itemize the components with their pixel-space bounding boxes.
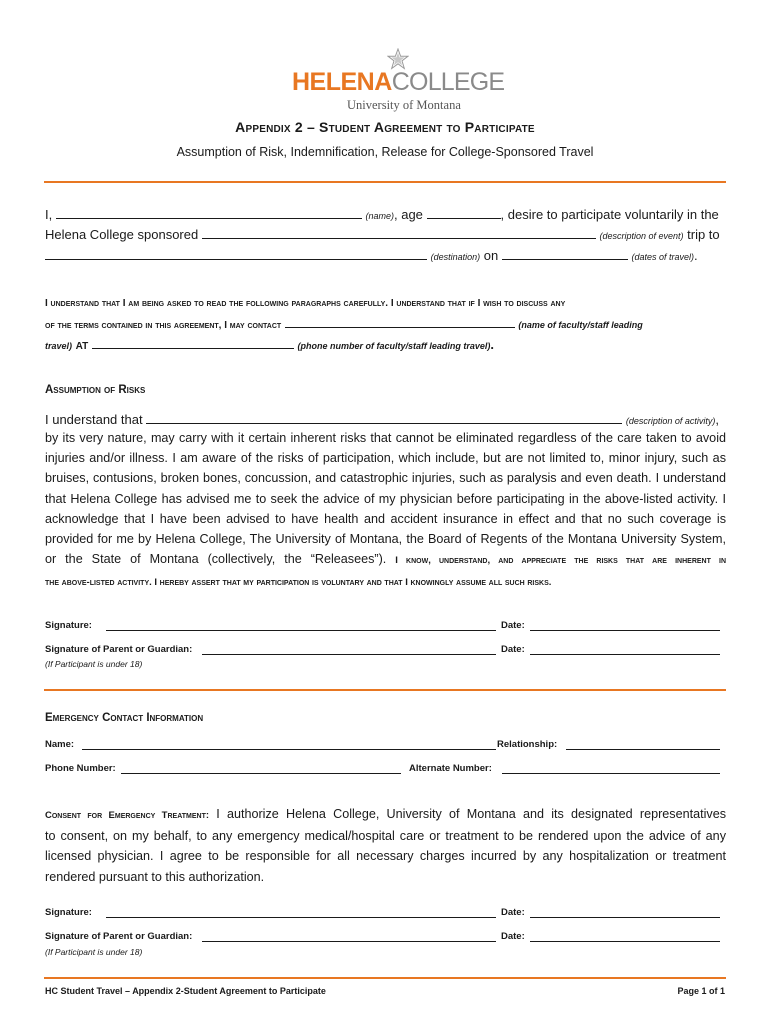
sponsored-text: Helena College sponsored (45, 227, 199, 242)
understand-period: . (490, 337, 494, 352)
star-icon (387, 48, 409, 70)
consent-first-text: I authorize Helena College, University of Montana and its designated representatives (209, 807, 726, 821)
parent-date-label: Date: (501, 644, 525, 655)
signature-field[interactable] (106, 630, 496, 631)
assumption-line: bruises, contusions, broken bones, concussion, and catastrophic injuries, such as paralysis and even death. I understand (45, 471, 726, 486)
alternate-number-label: Alternate Number: (409, 763, 492, 774)
assumption-comma: , (715, 412, 719, 427)
understand-text-1: I understand that I am being asked to read the following paragraphs carefully. I understand that if I wish to discuss any (45, 298, 566, 309)
contact-name-field[interactable] (82, 749, 496, 750)
intro-line-2 (45, 226, 726, 242)
activity-blank[interactable] (146, 411, 622, 424)
logo-university-text: University of Montana (347, 98, 461, 112)
event-blank[interactable] (202, 226, 596, 239)
consent-lead: Consent for Emergency Treatment: (45, 810, 210, 821)
travel-hint: travel) (45, 341, 73, 351)
logo-helena-text: HELENA (292, 68, 392, 96)
page-number: Page 1 of 1 (677, 986, 725, 996)
understand-line-1 (45, 294, 726, 309)
destination-blank[interactable] (45, 247, 427, 260)
faculty-name-blank[interactable] (285, 315, 515, 328)
parent-date-label: Date: (501, 931, 525, 942)
assumption-line: by its very nature, may carry with it certain inherent risks that cannot be eliminated regardless of the care taken to avoid (45, 431, 726, 445)
signature-label: Signature: (45, 620, 92, 631)
assumption-line: that Helena College has advised me to seek the advice of my physician before participating in the above-listed activity. I (45, 491, 726, 506)
phone-number-field[interactable] (121, 773, 401, 774)
activity-hint: (description of activity) (625, 416, 716, 426)
consent-last-line: rendered pursuant to this authorization. (45, 869, 265, 884)
assumption-lead-line (45, 411, 726, 427)
parent-date-field[interactable] (530, 941, 720, 942)
intro-period: . (694, 248, 698, 263)
faculty-phone-blank[interactable] (92, 336, 294, 349)
assumption-final-text: the above-listed activity. I hereby assert that my participation is voluntary and that I knowingly assume all such risks. (45, 577, 552, 589)
relationship-label: Relationship: (497, 739, 558, 750)
parent-signature-label: Signature of Parent or Guardian: (45, 644, 193, 655)
assumption-line: injuries and/or illness. I am aware of the risks of participation, which include, but are not limited to, minor injury, such as (45, 451, 726, 466)
dates-blank[interactable] (502, 247, 628, 260)
date-field[interactable] (530, 630, 720, 631)
faculty-hint: (name of faculty/staff leading (518, 320, 643, 330)
parent-date-field[interactable] (530, 654, 720, 655)
contact-name-label: Name: (45, 739, 75, 750)
emergency-heading: Emergency Contact Information (45, 712, 204, 724)
at-text: AT (75, 341, 89, 352)
parent-signature-label: Signature of Parent or Guardian: (45, 931, 193, 942)
page-subtitle: Assumption of Risk, Indemnification, Release for College-Sponsored Travel (176, 145, 594, 159)
orange-divider (44, 689, 726, 691)
assumption-last-sc: I know, understand, and appreciate the risks that are inherent in (395, 555, 726, 567)
assumption-final-line (45, 571, 726, 593)
date-field[interactable] (530, 917, 720, 918)
assumption-last-plain: or the State of Montana (collectively, the “Releasees”). (45, 552, 396, 567)
intro-line-3 (45, 247, 726, 263)
logo-wordmark (292, 70, 504, 95)
date-label: Date: (501, 620, 525, 631)
understand-line-2 (45, 315, 726, 331)
helena-college-logo (292, 48, 505, 114)
age-blank[interactable] (427, 206, 501, 219)
page-title: Appendix 2 – Student Agreement to Participate (235, 119, 535, 135)
name-hint: (name) (365, 211, 394, 221)
signature-field[interactable] (106, 917, 496, 918)
event-hint: (description of event) (599, 231, 684, 241)
alternate-number-field[interactable] (502, 773, 720, 774)
orange-divider (44, 977, 726, 979)
phone-hint: (phone number of faculty/staff leading travel) (297, 341, 491, 351)
name-blank[interactable] (56, 206, 362, 219)
logo-college-text: COLLEGE (391, 68, 505, 96)
on-text: on (483, 248, 499, 263)
relationship-field[interactable] (566, 749, 720, 750)
intro-i: I, (45, 207, 53, 222)
footer-title: HC Student Travel – Appendix 2-Student Agreement to Participate (45, 986, 326, 996)
orange-divider (44, 181, 726, 183)
understand-line-3 (45, 336, 726, 352)
parent-signature-field[interactable] (202, 654, 496, 655)
trip-to-text: trip to (687, 227, 720, 242)
destination-hint: (destination) (430, 252, 481, 262)
understand-text-2: of the terms contained in this agreement, I may contact (45, 320, 282, 331)
consent-line: to consent, on my behalf, to any emergency medical/hospital care or treatment to be rendered upon the advice of any (45, 829, 726, 844)
assumption-line: acknowledge that I have been advised to have health and accident insurance in effect and that no such coverage is (45, 511, 726, 526)
desire-text: , desire to participate voluntarily in the (500, 207, 719, 222)
parent-signature-field[interactable] (202, 941, 496, 942)
assumption-line-mixed (45, 549, 726, 571)
signature-label: Signature: (45, 907, 92, 918)
consent-first-line (45, 804, 726, 826)
date-label: Date: (501, 907, 525, 918)
consent-paragraph (45, 804, 726, 887)
assumption-paragraph (45, 428, 726, 594)
intro-line-1 (45, 206, 726, 222)
assumption-heading: Assumption of Risks (45, 384, 146, 396)
dates-hint: (dates of travel) (631, 252, 695, 262)
under-18-note: (If Participant is under 18) (45, 659, 143, 669)
assumption-lead: I understand that (45, 412, 143, 427)
phone-number-label: Phone Number: (45, 763, 116, 774)
age-label: , age (394, 207, 423, 222)
assumption-line: provided for me by Helena College, The University of Montana, the Board of Regents of the Montana University System, (45, 532, 726, 547)
under-18-note: (If Participant is under 18) (45, 947, 143, 957)
consent-line: licensed physician. I agree to be responsible for all necessary charges incurred by any hospitalization or treatment (45, 849, 726, 864)
